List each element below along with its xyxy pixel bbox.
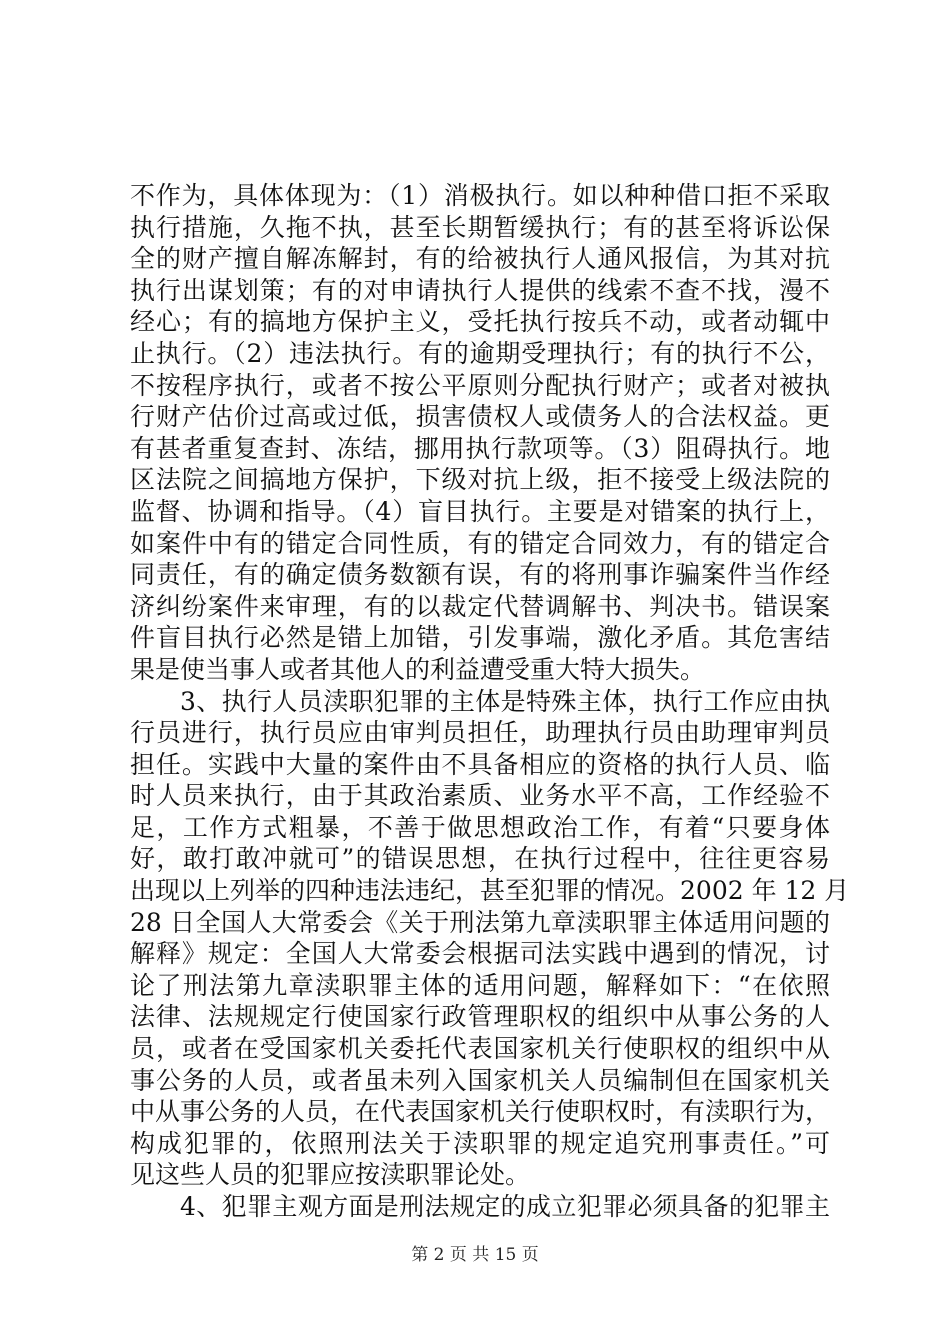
text-line: 如案件中有的错定合同性质，有的错定合同效力，有的错定合 [130,528,830,558]
text-line: 好，敢打敢冲就可”的错误思想，在执行过程中，往往更容易 [130,844,830,874]
text-line: 监督、协调和指导。（4）盲目执行。主要是对错案的执行上， [130,496,830,526]
text-line: 执行措施，久拖不执，甚至长期暂缓执行；有的甚至将诉讼保 [130,212,830,242]
text-line: 28 日全国人大常委会《关于刑法第九章渎职罪主体适用问题的 [130,907,830,937]
text-line: 不作为，具体体现为：（1）消极执行。如以种种借口拒不采取 [130,181,830,210]
text-line: 同责任，有的确定债务数额有误，有的将刑事诈骗案件当作经 [130,560,830,590]
text-line: 见这些人员的犯罪应按渎职罪论处。 [130,1160,531,1190]
document-body [130,180,850,1223]
text-line: 行财产估价过高或过低，损害债权人或债务人的合法权益。更 [130,402,830,432]
page-footer: 第 2 页 共 15 页 [411,1245,539,1265]
text-line: 法律、法规规定行使国家行政管理职权的组织中从事公务的人 [130,1002,830,1032]
text-line: 时人员来执行，由于其政治素质、业务水平不高，工作经验不 [130,781,830,811]
text-line: 论了刑法第九章渎职罪主体的适用问题，解释如下：“在依照 [130,970,830,1000]
text-line: 有甚者重复查封、冻结，挪用执行款项等。（3）阻碍执行。地 [130,433,830,463]
text-line: 济纠纷案件来审理，有的以裁定代替调解书、判决书。错误案 [130,591,830,621]
text-line: 行员进行，执行员应由审判员担任，助理执行员由助理审判员 [130,718,830,748]
text-line: 止执行。（2）违法执行。有的逾期受理执行；有的执行不公， [130,338,830,368]
text-line: 员，或者在受国家机关委托代表国家机关行使职权的组织中从 [130,1034,830,1064]
text-line: 不按程序执行，或者不按公平原则分配执行财产；或者对被执 [130,370,830,400]
text-line: 全的财产擅自解冻解封，有的给被执行人通风报信，为其对抗 [130,244,830,274]
text-line: 经心；有的搞地方保护主义，受托执行按兵不动，或者动辄中 [130,307,830,337]
text-line: 3、执行人员渎职犯罪的主体是特殊主体，执行工作应由执 [180,686,830,716]
text-line: 出现以上列举的四种违法违纪，甚至犯罪的情况。2002 年 12 月 [130,876,850,906]
text-line: 4、犯罪主观方面是刑法规定的成立犯罪必须具备的犯罪主 [180,1192,830,1221]
text-line: 件盲目执行必然是错上加错，引发事端，激化矛盾。其危害结 [130,623,830,653]
text-line: 事公务的人员，或者虽未列入国家机关人员编制但在国家机关 [130,1065,830,1095]
text-line: 执行出谋划策；有的对申请执行人提供的线索不查不找，漫不 [130,275,830,305]
text-line: 中从事公务的人员，在代表国家机关行使职权时，有渎职行为， [130,1097,831,1127]
text-line: 足，工作方式粗暴，不善于做思想政治工作，有着“只要身体 [130,812,830,842]
text-line: 区法院之间搞地方保护，下级对抗上级，拒不接受上级法院的 [130,465,830,495]
text-line: 解释》规定：全国人大常委会根据司法实践中遇到的情况，讨 [130,939,830,969]
text-line: 果是使当事人或者其他人的利益遭受重大特大损失。 [130,654,706,684]
text-line: 构成犯罪的，依照刑法关于渎职罪的规定追究刑事责任。”可 [130,1128,830,1158]
text-line: 担任。实践中大量的案件由不具备相应的资格的执行人员、临 [130,749,830,779]
